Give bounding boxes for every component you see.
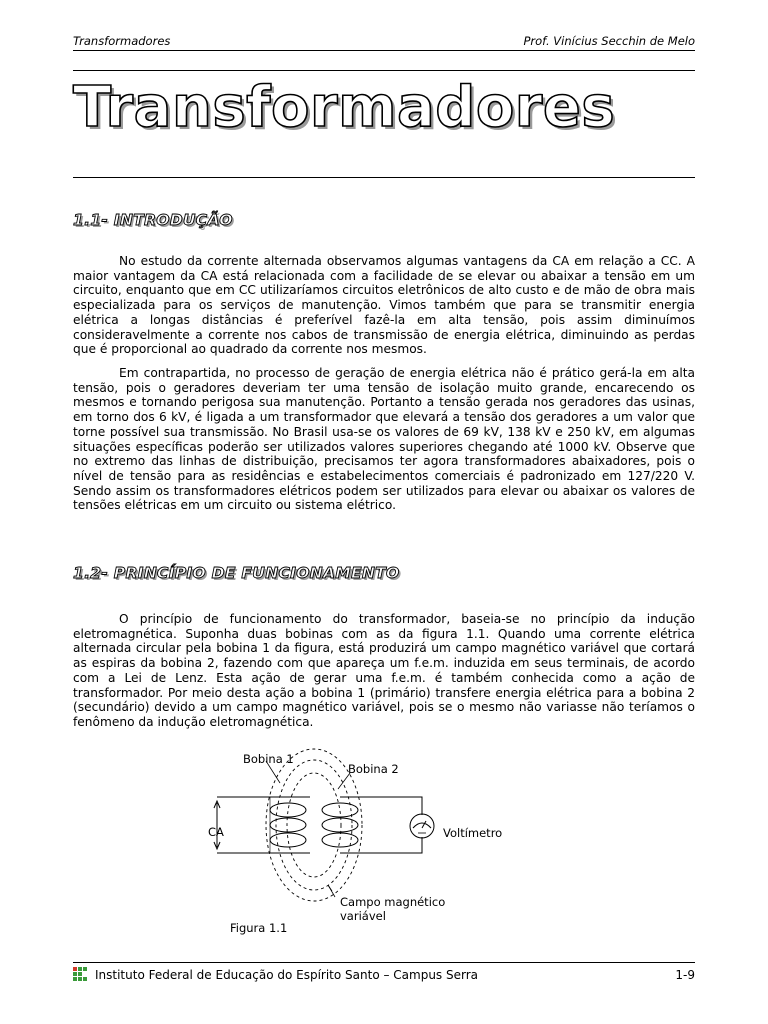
- label-campo-magnetico: Campo magnético: [340, 895, 446, 909]
- paragraph-intro-1: No estudo da corrente alternada observamos algumas vantagens da CA em relação a CC. A maior vantagem da CA está relacionada com a facilidade de se elevar ou abaixar a tensão em um circuito, enquanto que em CC utilizaríamos circuitos eletrônicos de alto custo e de mão de obra mais especializada para os serviços de manutenção. Vimos também que para se transmitir energia elétrica a longas distâncias é preferível fazê-la em alta tensão, pois assim diminuímos consideravelmente a corrente nos cabos de transmissão de energia elétrica, diminuindo as perdas que é proporcional ao quadrado da corrente nos mesmos.: [73, 254, 695, 357]
- ifes-logo-icon: [73, 967, 89, 983]
- label-variavel: variável: [340, 909, 386, 923]
- header-author: Prof. Vinícius Secchin de Melo: [523, 34, 695, 48]
- header-document-title: Transformadores: [73, 34, 171, 48]
- page-title: Transformadores: [73, 75, 616, 140]
- label-bobina-2: Bobina 2: [348, 762, 399, 776]
- footer-divider: [73, 962, 695, 963]
- page-footer: [73, 967, 695, 983]
- title-rule-bottom: [73, 177, 695, 178]
- footer-institution: Instituto Federal de Educação do Espírito Santo – Campus Serra: [95, 968, 479, 982]
- page-number: 1-9: [675, 968, 695, 982]
- figure-caption: Figura 1.1: [230, 921, 288, 935]
- label-ca-source: CA: [208, 825, 224, 839]
- paragraph-intro-2: Em contrapartida, no processo de geração de energia elétrica não é prático gerá-la em alta tensão, pois o geradores deveriam ter uma tensão de isolação muito grande, encarecendo os mesmos e tornando perigosa sua manutenção. Portanto a tensão gerada nos geradores das usinas, em torno dos 6 kV, é ligada a um transformador que elevará a tensão dos geradores a um valor que torne possível sua transmissão. No Brasil usa-se os valores de 69 kV, 138 kV e 250 kV, em algumas situações específicas poderão ser utilizados valores superiores chegando até 1000 kV. Observe que no extremo das linhas de distribuição, precisamos ter agora transformadores abaixadores, pois o nível de tensão para as residências e estabelecimentos comerciais é padronizado em 127/220 V. Sendo assim os transformadores elétricos podem ser utilizados para elevar ou abaixar os valores de tensões elétricas em um circuito ou sistema elétrico.: [73, 366, 695, 513]
- title-rule-top: [73, 70, 695, 71]
- paragraph-principio-1: O princípio de funcionamento do transformador, baseia-se no princípio da indução eletromagnética. Suponha duas bobinas com as da figura 1.1. Quando uma corrente elétrica alternada circular pela bobina 1 da figura, está produzirá um campo magnético variável que cortará as espiras da bobina 2, fazendo com que apareça um f.e.m. induzida em seus terminais, de acordo com a Lei de Lenz. Esta ação de gerar uma f.e.m. é também conhecida como a ação de transformador. Por meio desta ação a bobina 1 (primário) transfere energia elétrica para a bobina 2 (secundário) devido a um campo magnético variável, pois se o mesmo não variasse não teríamos o fenômeno da indução eletromagnética.: [73, 612, 695, 729]
- figure-transformer-coils: [200, 745, 530, 945]
- section-heading-introducao: 1.1- INTRODUÇÃO: [73, 211, 233, 229]
- label-voltimetro: Voltímetro: [443, 826, 503, 840]
- running-header: [73, 34, 695, 48]
- section-heading-principio: 1.2- PRINCÍPIO DE FUNCIONAMENTO: [73, 564, 400, 582]
- logo-accent-square: [73, 967, 77, 971]
- label-bobina-1: Bobina 1: [243, 752, 294, 766]
- header-divider: [73, 50, 695, 51]
